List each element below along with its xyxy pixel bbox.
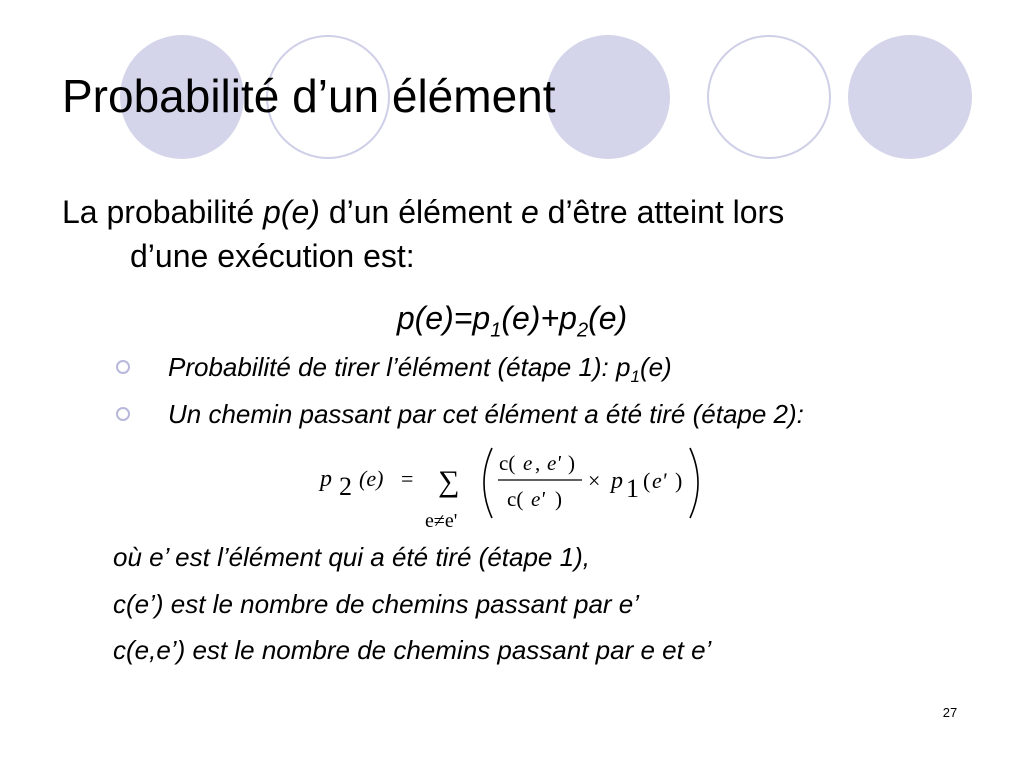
eq-p1-open: ( [643, 468, 651, 493]
bullet-item [116, 350, 672, 394]
intro-pe: p(e) [263, 194, 320, 230]
eq-sum-index: e≠e' [425, 510, 458, 532]
formula-p1-arg: (e) [501, 300, 541, 336]
eq-right-paren [690, 448, 698, 518]
eq-num-comma: , [535, 451, 541, 475]
eq-num-e: e [523, 451, 533, 475]
formula-p1-sub: 1 [490, 319, 502, 342]
bullet-text: Un chemin passant par cet élément a été tiré (étape 2): [168, 399, 804, 429]
eq-p1: p [611, 468, 623, 494]
eq-num-e2: e' [547, 451, 561, 475]
eq-left-paren [484, 448, 492, 518]
circle-bullet-icon [116, 407, 130, 421]
decorative-circle-filled [848, 35, 972, 159]
formula-plus: + [540, 300, 560, 336]
bullet-item [116, 397, 804, 431]
eq-times: × [588, 468, 601, 493]
eq-p1-close: ) [675, 468, 683, 493]
intro-line-1 [62, 190, 982, 234]
note-line: c(e,e’) est le nombre de chemins passant par e et e’ [113, 635, 712, 665]
page-number: 27 [942, 705, 958, 720]
eq-den-c: c( [507, 487, 524, 511]
bullet-text-after: (e) [639, 352, 672, 382]
eq-equals: = [401, 466, 414, 491]
p2-equation [310, 438, 720, 538]
formula-lhs: p(e) [396, 300, 454, 336]
eq-sub-1: 1 [626, 474, 639, 503]
intro-paragraph [62, 190, 982, 278]
eq-num-c: c( [499, 451, 516, 475]
formula-equals: = [453, 300, 473, 336]
slide-title: Probabilité d’un élément [62, 70, 556, 122]
circle-bullet-icon [116, 360, 130, 374]
intro-text: La probabilité [62, 194, 264, 230]
eq-sub-2: 2 [339, 472, 352, 501]
eq-num-close: ) [568, 451, 575, 475]
eq-den-close: ) [555, 487, 562, 511]
eq-p1-e: e' [652, 468, 667, 493]
formula-p1: p [472, 300, 491, 336]
eq-den-e: e' [531, 487, 545, 511]
decorative-circle-filled [546, 35, 670, 159]
intro-line-2: d’une exécution est: [130, 238, 415, 274]
intro-text: d’être atteint lors [538, 194, 785, 230]
formula-p2-arg: (e) [588, 300, 628, 336]
intro-text: d’un élément [319, 194, 521, 230]
note-line: où e’ est l’élément qui a été tiré (étape 1), [113, 542, 590, 572]
eq-arg: (e) [359, 466, 384, 491]
main-formula [0, 296, 1024, 352]
formula-p2: p [559, 300, 577, 336]
eq-p: p [320, 466, 332, 492]
intro-e: e [520, 194, 539, 230]
note-line: c(e’) est le nombre de chemins passant par e’ [113, 589, 640, 619]
bullet-text: Probabilité de tirer l’élément (étape 1): p [168, 352, 631, 382]
formula-p2-sub: 2 [576, 319, 589, 342]
eq-sum: ∑ [438, 465, 460, 498]
decorative-circle-outline [707, 35, 831, 159]
bullet-sub: 1 [630, 367, 640, 387]
